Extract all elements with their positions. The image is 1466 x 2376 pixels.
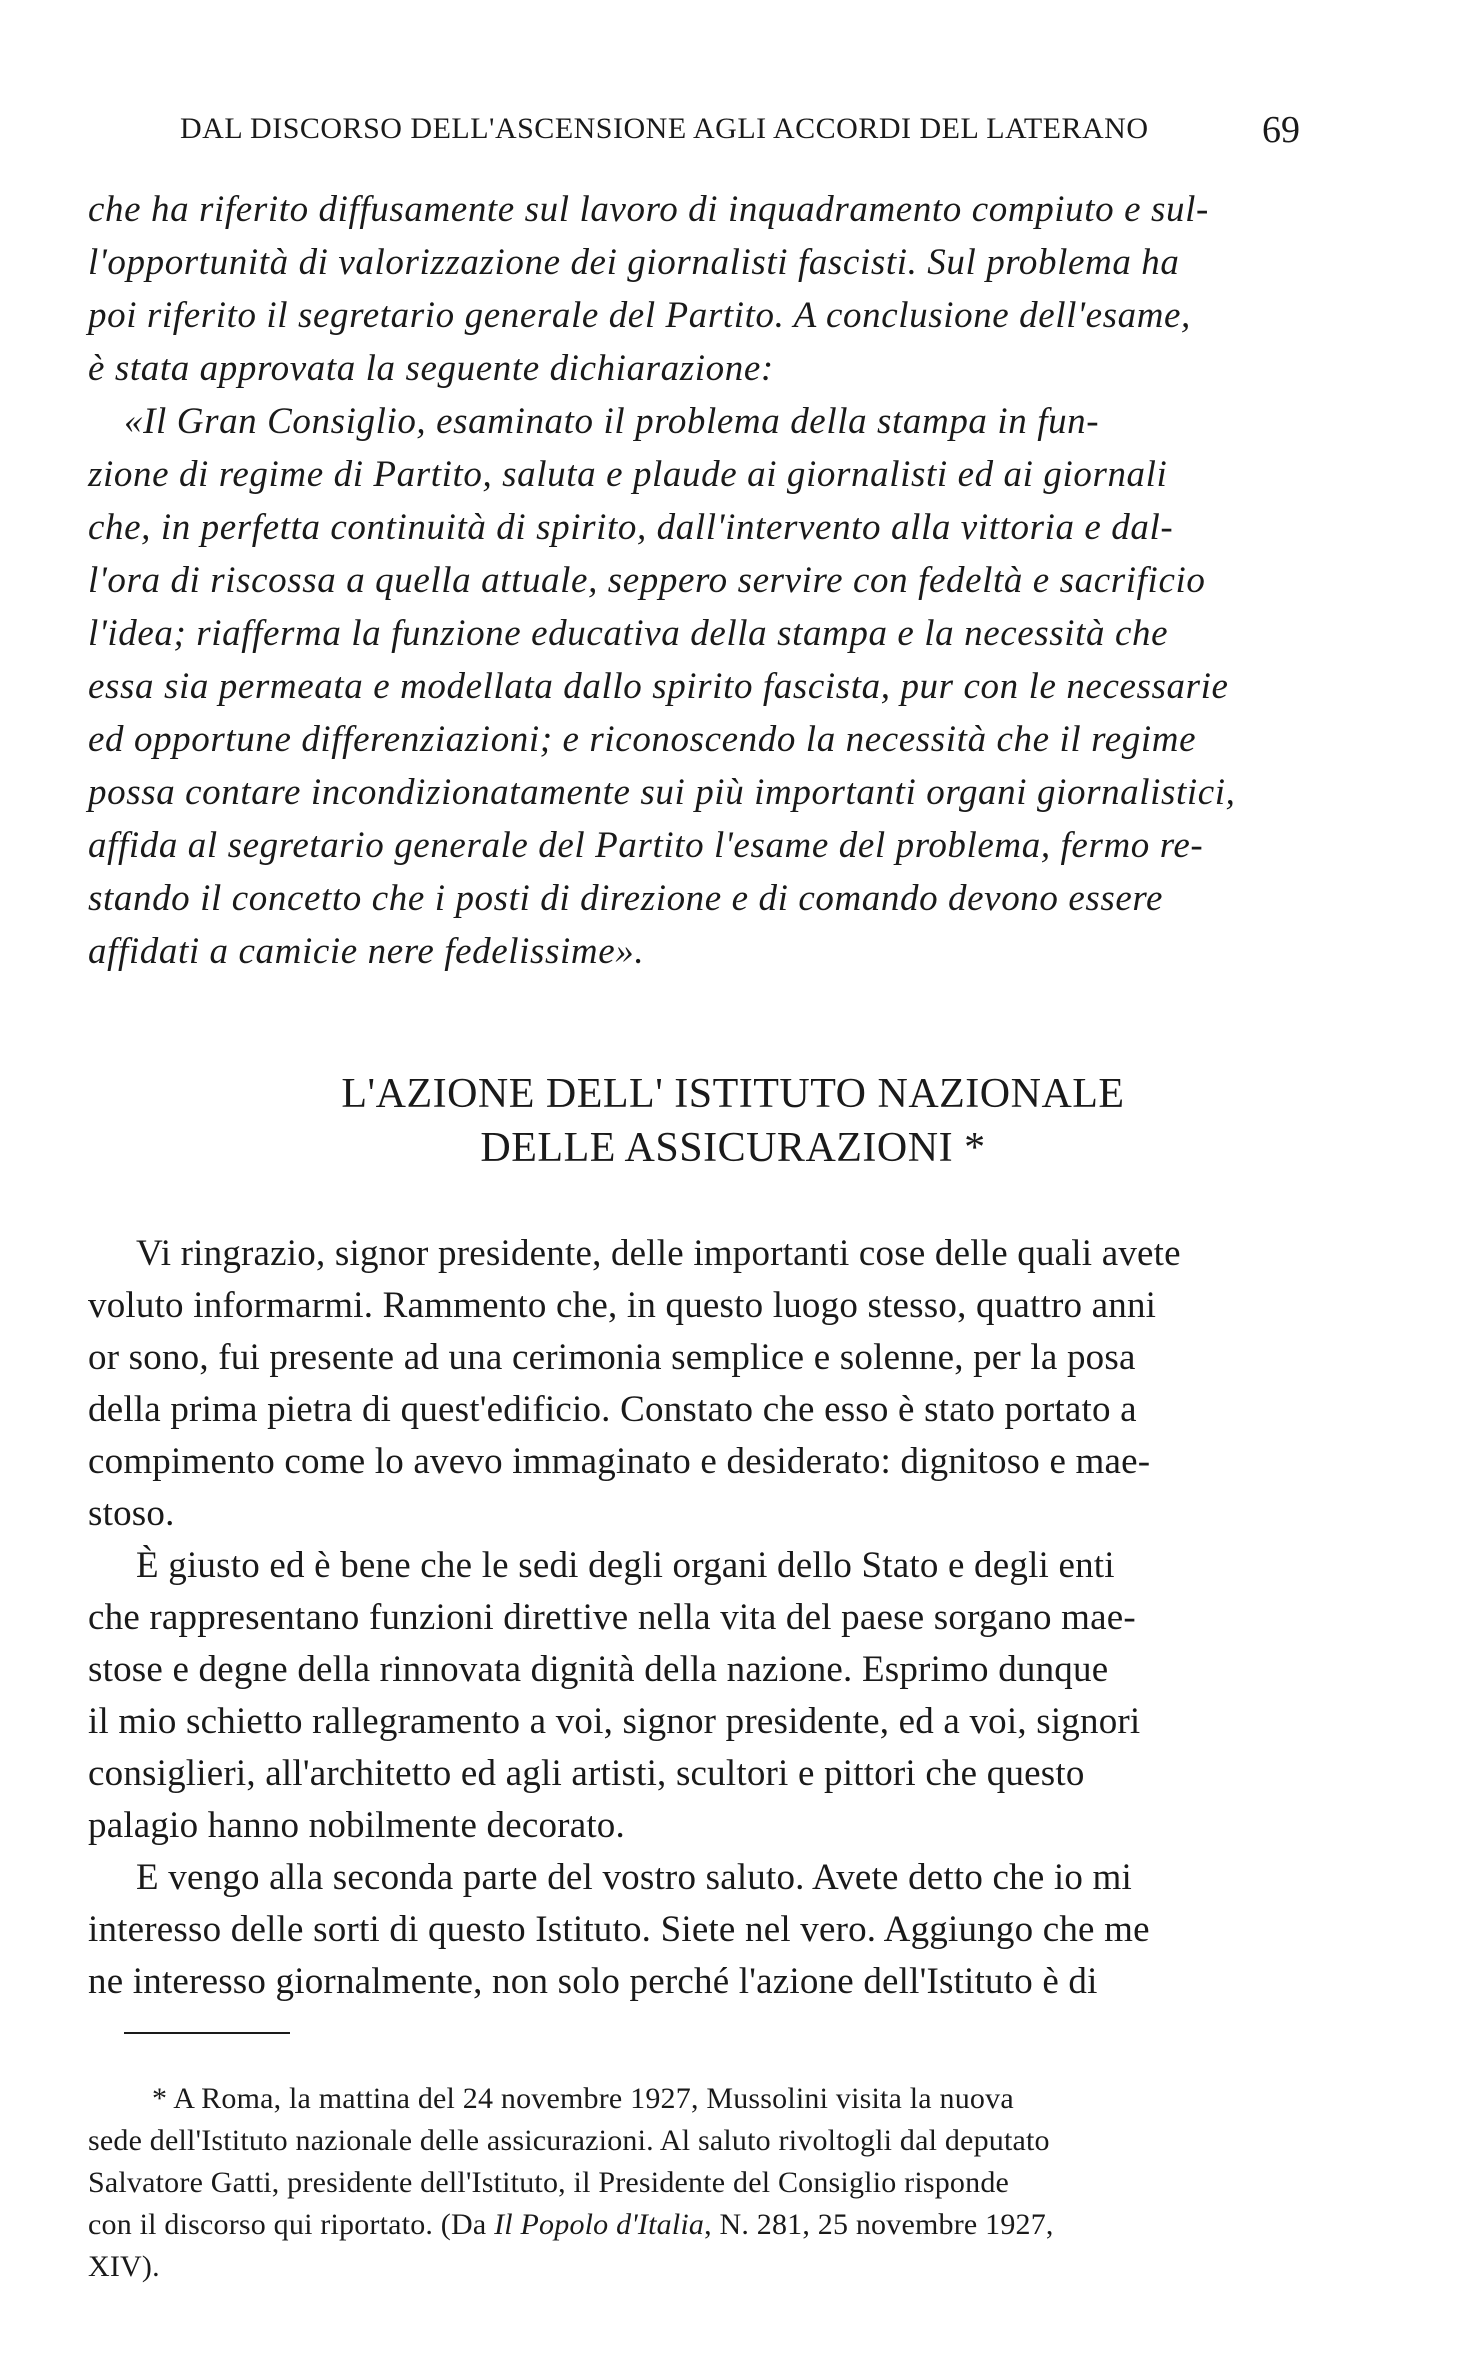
text-line: della prima pietra di quest'edificio. Constato che esso è stato portato a (88, 1389, 1137, 1430)
footnote-rule (124, 2032, 290, 2034)
text-line: compimento come lo avevo immaginato e desiderato: dignitoso e mae- (88, 1441, 1151, 1482)
text-line: palagio hanno nobilmente decorato. (88, 1805, 625, 1846)
text-line: è stata approvata la seguente dichiarazione: (88, 348, 774, 389)
text-line: interesso delle sorti di questo Istituto. Siete nel vero. Aggiungo che me (88, 1909, 1150, 1950)
text-line: or sono, fui presente ad una cerimonia semplice e solenne, per la posa (88, 1337, 1136, 1378)
text-line: Vi ringrazio, signor presidente, delle importanti cose delle quali avete (136, 1233, 1181, 1274)
text-line: che rappresentano funzioni direttive nella vita del paese sorgano mae- (88, 1597, 1136, 1638)
text-line: stoso. (88, 1493, 175, 1534)
footnote-line: Salvatore Gatti, presidente dell'Istituto, il Presidente del Consiglio risponde (88, 2166, 1010, 2199)
footnote-line (88, 2208, 1288, 2242)
text-line: voluto informarmi. Rammento che, in questo luogo stesso, quattro anni (88, 1285, 1157, 1326)
text-line: possa contare incondizionatamente sui più importanti organi giornalistici, (88, 772, 1236, 813)
text-line: l'ora di riscossa a quella attuale, seppero servire con fedeltà e sacrificio (88, 560, 1206, 601)
text-line: E vengo alla seconda parte del vostro saluto. Avete detto che io mi (136, 1857, 1132, 1898)
text-line: l'idea; riafferma la funzione educativa della stampa e la necessità che (88, 613, 1169, 654)
text-line: l'opportunità di valorizzazione dei giornalisti fascisti. Sul problema ha (88, 242, 1180, 283)
text-line: stose e degne della rinnovata dignità della nazione. Esprimo dunque (88, 1649, 1109, 1690)
text-line: ne interesso giornalmente, non solo perché l'azione dell'Istituto è di (88, 1961, 1098, 2002)
text-line: affidati a camicie nere fedelissime». (88, 931, 645, 972)
text-line: «Il Gran Consiglio, esaminato il problema della stampa in fun- (124, 401, 1100, 442)
footnote-line: sede dell'Istituto nazionale delle assicurazioni. Al saluto rivoltogli dal deputato (88, 2124, 1050, 2157)
footnote-text: con il discorso qui riportato. (Da (88, 2208, 495, 2241)
footnote-line: * A Roma, la mattina del 24 novembre 1927, Mussolini visita la nuova (152, 2082, 1014, 2115)
text-line: ed opportune differenziazioni; e riconoscendo la necessità che il regime (88, 719, 1197, 760)
footnote-text: , N. 281, 25 novembre 1927, (704, 2208, 1054, 2241)
text-line: affida al segretario generale del Partito l'esame del problema, fermo re- (88, 825, 1204, 866)
text-line: zione di regime di Partito, saluta e plaude ai giornalisti ed ai giornali (88, 454, 1168, 495)
section-heading-line2: DELLE ASSICURAZIONI * (480, 1125, 986, 1171)
text-line: È giusto ed è bene che le sedi degli organi dello Stato e degli enti (136, 1545, 1115, 1586)
running-header (180, 109, 1300, 162)
text-line: consiglieri, all'architetto ed agli artisti, scultori e pittori che questo (88, 1753, 1085, 1794)
text-line: stando il concetto che i posti di direzione e di comando devono essere (88, 878, 1164, 919)
text-line: essa sia permeata e modellata dallo spirito fascista, pur con le necessarie (88, 666, 1229, 707)
footnote-line: XIV). (88, 2250, 160, 2283)
text-line: che ha riferito diffusamente sul lavoro di inquadramento compiuto e sul- (88, 189, 1209, 230)
text-line: che, in perfetta continuità di spirito, dall'intervento alla vittoria e dal- (88, 507, 1174, 548)
text-line: poi riferito il segretario generale del Partito. A conclusione dell'esame, (88, 295, 1191, 336)
section-heading-line1: L'AZIONE DELL' ISTITUTO NAZIONALE (341, 1071, 1125, 1117)
footnote-source-title: Il Popolo d'Italia (494, 2208, 705, 2241)
text-line: il mio schietto rallegramento a voi, signor presidente, ed a voi, signori (88, 1701, 1141, 1742)
running-title: DAL DISCORSO DELL'ASCENSIONE AGLI ACCORDI DEL LATERANO (180, 112, 1149, 145)
page-number: 69 (1262, 109, 1300, 151)
